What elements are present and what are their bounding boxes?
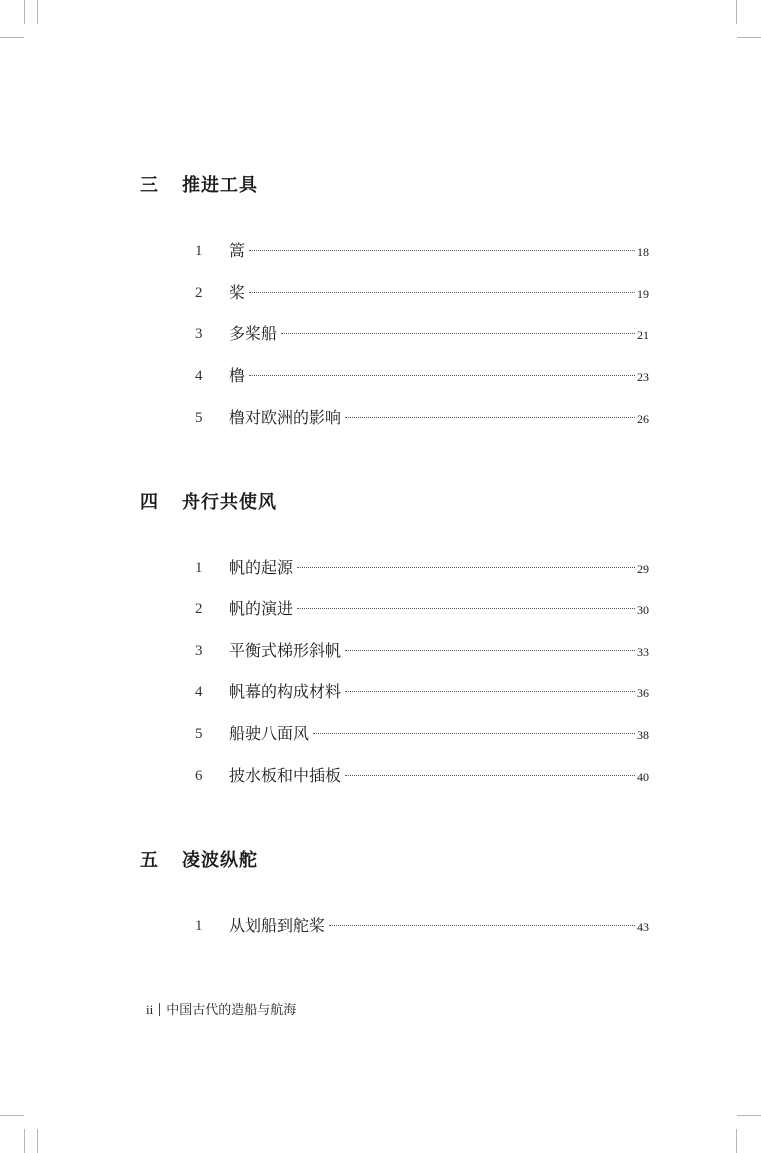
entry-page: 18 (637, 245, 649, 259)
entry-number: 5 (195, 410, 203, 426)
toc-entry[interactable] (0, 763, 761, 789)
crop-mark-top-left-v2 (37, 0, 38, 24)
dot-leader (249, 292, 635, 293)
entry-page: 38 (637, 728, 649, 742)
entry-page: 33 (637, 645, 649, 659)
entry-number: 2 (195, 285, 203, 301)
running-title: 中国古代的造船与航海 (166, 1003, 297, 1018)
entry-title: 帆的起源 (229, 558, 294, 577)
entry-title: 橹对欧洲的影响 (229, 408, 342, 427)
page-number: ii (146, 1002, 154, 1017)
dot-leader (297, 608, 635, 609)
entry-page: 26 (637, 412, 649, 426)
entry-page: 21 (637, 328, 649, 342)
toc-entry[interactable] (0, 238, 761, 264)
crop-mark-bottom-right-v (736, 1129, 737, 1153)
dot-leader (345, 650, 635, 651)
dot-leader (345, 691, 635, 692)
toc-entry[interactable] (0, 363, 761, 389)
crop-mark-bottom-left-v (24, 1129, 25, 1153)
entry-number: 4 (195, 684, 203, 700)
dot-leader (249, 375, 635, 376)
entry-title: 披水板和中插板 (229, 766, 342, 785)
toc-entry[interactable] (0, 555, 761, 581)
crop-mark-bottom-left-h (0, 1115, 24, 1116)
toc-entry[interactable] (0, 638, 761, 664)
entry-page: 40 (637, 770, 649, 784)
entry-number: 4 (195, 368, 203, 384)
entry-title: 篙 (229, 241, 246, 260)
dot-leader (313, 733, 635, 734)
entry-page: 30 (637, 603, 649, 617)
dot-leader (329, 925, 635, 926)
chapter-title: 推进工具 (182, 175, 258, 196)
chapter-number: 五 (140, 850, 158, 871)
entry-number: 3 (195, 326, 203, 342)
toc-entry[interactable] (0, 679, 761, 705)
entry-title: 帆的演进 (229, 599, 294, 618)
crop-mark-top-left-v (24, 0, 25, 24)
entry-page: 36 (637, 686, 649, 700)
entry-title: 从划船到舵桨 (229, 916, 326, 935)
entry-title: 多桨船 (229, 324, 278, 343)
toc-entry[interactable] (0, 721, 761, 747)
dot-leader (297, 567, 635, 568)
entry-page: 19 (637, 287, 649, 301)
entry-title: 橹 (229, 366, 246, 385)
chapter-number: 三 (140, 175, 158, 196)
entry-title: 帆幕的构成材料 (229, 682, 342, 701)
toc-entry[interactable] (0, 280, 761, 306)
crop-mark-top-right-v (736, 0, 737, 24)
entry-title: 桨 (229, 283, 246, 302)
dot-leader (345, 417, 635, 418)
dot-leader (281, 333, 635, 334)
footer-separator (159, 1003, 160, 1016)
entry-title: 船驶八面风 (229, 724, 310, 743)
entry-number: 6 (195, 768, 203, 784)
entry-title: 平衡式梯形斜帆 (229, 641, 342, 660)
toc-entry[interactable] (0, 913, 761, 939)
entry-number: 3 (195, 643, 203, 659)
chapter-title: 舟行共使风 (182, 492, 277, 513)
entry-number: 1 (195, 918, 203, 934)
crop-mark-top-right-h (737, 37, 761, 38)
toc-entry[interactable] (0, 405, 761, 431)
page-footer (146, 999, 296, 1021)
dot-leader (345, 775, 635, 776)
toc-entry[interactable] (0, 321, 761, 347)
toc-entry[interactable] (0, 596, 761, 622)
crop-mark-top-left-h (0, 37, 24, 38)
crop-mark-bottom-left-v2 (37, 1129, 38, 1153)
entry-number: 5 (195, 726, 203, 742)
entry-page: 23 (637, 370, 649, 384)
crop-mark-bottom-right-h (737, 1115, 761, 1116)
entry-number: 1 (195, 243, 203, 259)
chapter-number: 四 (140, 492, 158, 513)
entry-number: 2 (195, 601, 203, 617)
entry-page: 43 (637, 920, 649, 934)
chapter-title: 凌波纵舵 (182, 850, 258, 871)
entry-number: 1 (195, 560, 203, 576)
dot-leader (249, 250, 635, 251)
entry-page: 29 (637, 562, 649, 576)
